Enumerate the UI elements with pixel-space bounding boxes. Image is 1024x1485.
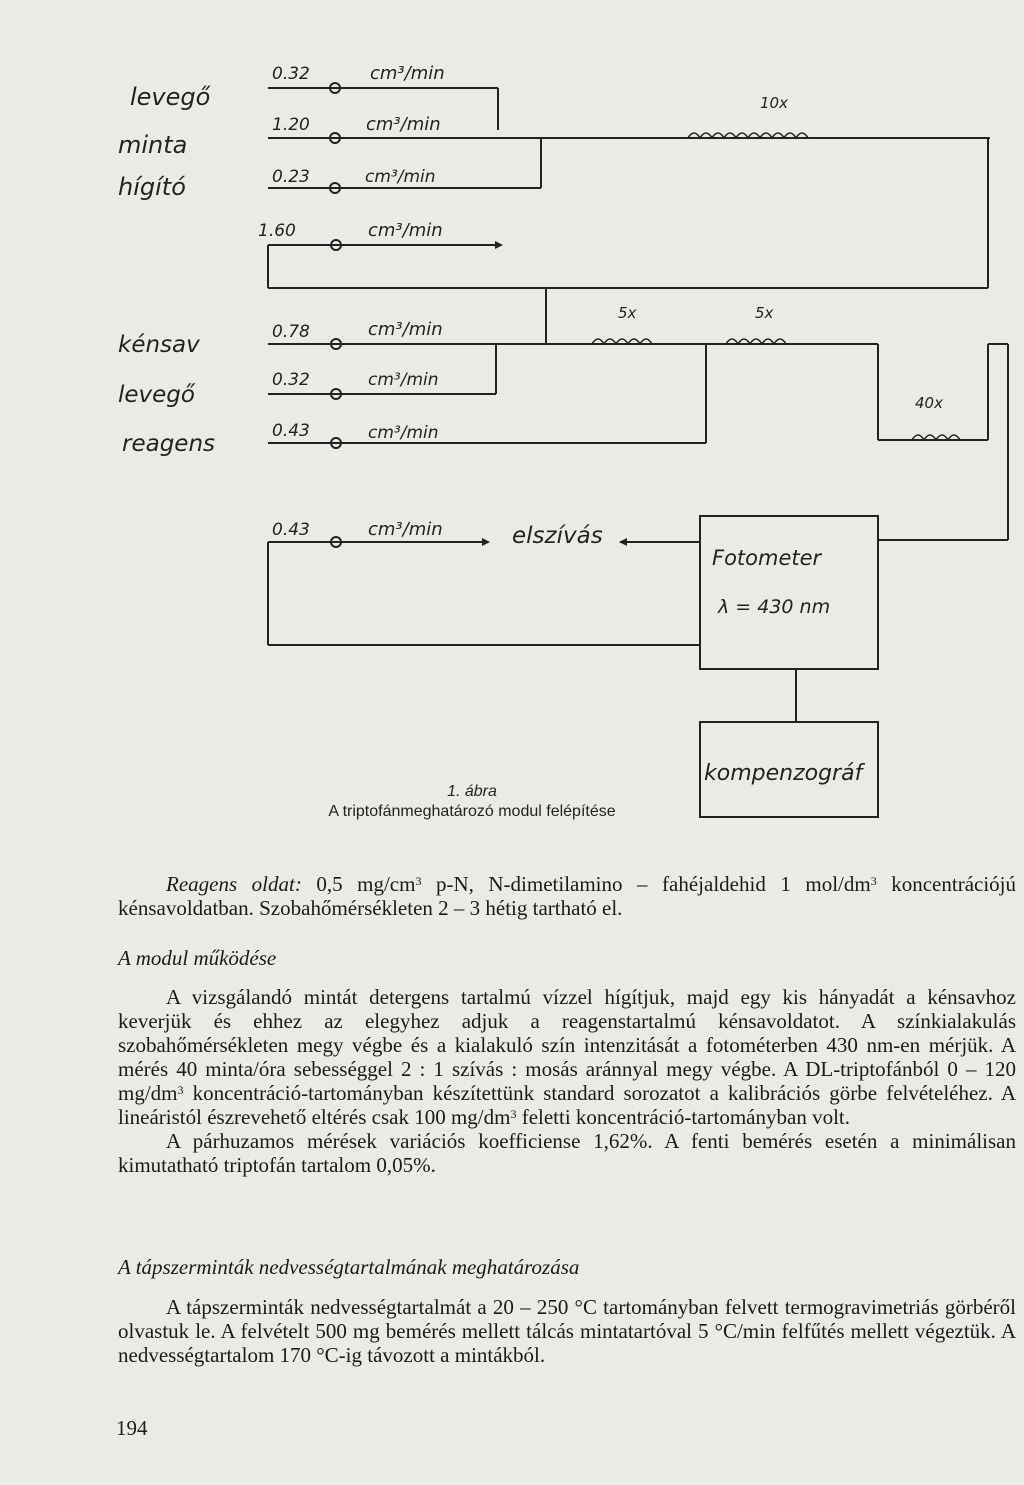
coil-5x-b-label: 5x: [755, 304, 774, 322]
photometer-title: Fotometer: [712, 546, 822, 570]
unit-4: cm³/min: [368, 220, 443, 241]
rate-3: 0.23: [272, 167, 310, 187]
label-levego-1: levegő: [130, 83, 211, 111]
coil-5x-a-label: 5x: [618, 304, 637, 322]
reagent-paragraph: [118, 872, 1016, 920]
heading-1-wrap: [118, 946, 1016, 970]
para-1c: feletti koncentráció-tartományban volt.: [521, 1105, 850, 1129]
heading-2-wrap: [118, 1255, 1016, 1279]
reagent-body-2: p-N, N-dimetilamino – fahéjaldehid 1 mol/dm: [435, 872, 871, 896]
page-number: 194: [116, 1416, 148, 1440]
unit-3: cm³/min: [365, 167, 436, 187]
unit-2: cm³/min: [366, 114, 441, 135]
label-elszivas: elszívás: [512, 523, 603, 549]
para-2: A párhuzamos mérések variációs koefficiense 1,62%. A fenti bemérés esetén a minimálisan kimutatható triptofán tartalom 0,05%.: [118, 1129, 1016, 1177]
body-text: [118, 872, 1016, 920]
unit-1: cm³/min: [370, 63, 445, 84]
unit-suction: cm³/min: [368, 519, 443, 540]
reagent-body-1: 0,5 mg/cm: [316, 872, 416, 896]
sup-4: 3: [510, 1107, 517, 1121]
label-minta: minta: [118, 131, 188, 159]
coil-10x-label: 10x: [760, 94, 788, 112]
paragraph-1: [118, 985, 1016, 1177]
caption-number: 1. ábra: [447, 783, 497, 800]
caption-title: A triptofánmeghatározó modul felépítése: [328, 803, 616, 820]
reagent-label: Reagens oldat:: [166, 872, 302, 896]
rate-suction: 0.43: [272, 520, 310, 540]
paragraph-3: [118, 1295, 1016, 1367]
label-reagens: reagens: [122, 431, 216, 457]
sup-1: 3: [415, 874, 422, 888]
rate-6: 0.32: [272, 370, 310, 390]
compensograph-label: kompenzográf: [704, 761, 863, 786]
photometer-box: [700, 516, 878, 669]
unit-7: cm³/min: [368, 423, 439, 443]
rate-4: 1.60: [258, 221, 296, 241]
unit-6: cm³/min: [368, 370, 439, 390]
reagent-body-3: koncentrációjú kénsavoldatban. Szobahőmérsékleten 2 – 3 hétig tartható el.: [118, 872, 1016, 920]
coil-40x-label: 40x: [915, 394, 943, 412]
photometer-wavelength: λ = 430 nm: [718, 596, 831, 618]
para-1a: A vizsgálandó mintát detergens tartalmú vízzel hígítjuk, majd egy kis hányadát a kénsavhoz keverjük és ehhez az elegyhez adjuk a reagenstartalmú kénsavoldatot. A színkialakulás szobahőmérsékleten megy végbe és a kialakuló szín intenzitását a fotométerben 430 nm-en mérjük. A mérés 40 minta/óra sebességgel 2 : 1 szívás : mosás aránnyal megy végbe. A DL-triptofánból 0 – 120 mg/dm: [118, 985, 1016, 1105]
rate-2: 1.20: [272, 115, 310, 135]
rate-1: 0.32: [272, 64, 310, 84]
figure-caption: [262, 782, 682, 822]
heading-modul-mukodese: A modul működése: [118, 946, 277, 970]
para-1b: koncentráció-tartományban készítettünk standard sorozatot a kalibrációs görbe felvételéhez. A lineáristól észrevehető eltérés csak 100 mg/dm: [118, 1081, 1017, 1129]
rate-5: 0.78: [272, 322, 310, 342]
label-levego-2: levegő: [118, 382, 195, 408]
heading-tapszer: A tápszerminták nedvességtartalmának meghatározása: [118, 1255, 580, 1279]
sup-2: 3: [870, 874, 877, 888]
label-kensav: kénsav: [118, 332, 200, 358]
sup-3: 3: [177, 1083, 184, 1097]
para-1: [118, 985, 1016, 1129]
label-higito: hígító: [118, 173, 186, 201]
unit-5: cm³/min: [368, 319, 443, 340]
rate-7: 0.43: [272, 421, 310, 441]
para-3: A tápszerminták nedvességtartalmát a 20 – 250 °C tartományban felvett termogravimetriás görbéről olvastuk le. A felvételt 500 mg bemérés mellett tálcás mintatartóval 5 °C/min felfűtés mellett végeztük. A nedvességtartalom 170 °C-ig távozott a mintákból.: [118, 1295, 1016, 1367]
